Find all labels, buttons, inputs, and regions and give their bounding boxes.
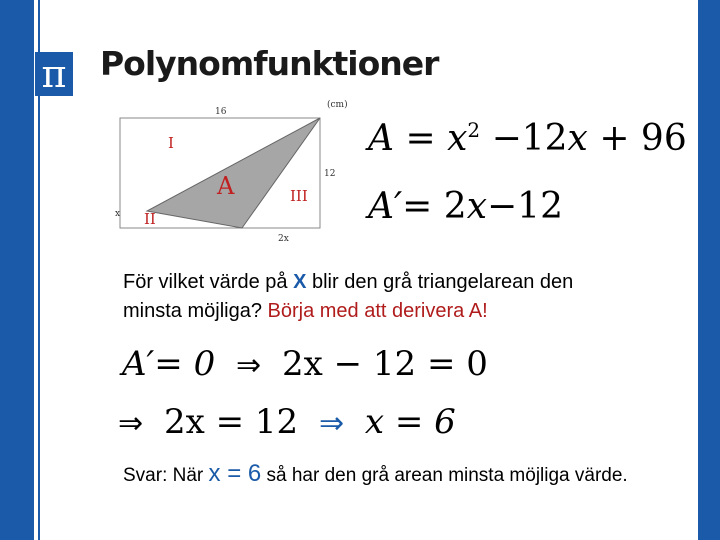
step1-lhs: A′= 0 (122, 344, 216, 384)
question-hint: Börja med att derivera A! (267, 300, 488, 322)
derivative-equation (368, 186, 563, 227)
area-equation: $A = x^2 -12x + 96$ (368, 118, 687, 159)
question-line2-pre: minsta möjliga? (123, 300, 268, 322)
question-variable: X (293, 271, 307, 293)
implies-arrow-blue-icon: ⇒ (318, 406, 345, 441)
right-accent-band (698, 0, 720, 540)
derivative-eq-end: −12 (487, 186, 563, 227)
pi-logo-icon: π (35, 52, 73, 96)
region-label-a: A (217, 172, 235, 200)
step2-lhs: 2x = 12 (163, 402, 299, 442)
question-line1-post: blir den grå triangelarean den (306, 271, 574, 293)
area-eq-x: x (447, 118, 468, 159)
derivative-eq-lhs: A′ (368, 186, 403, 227)
label-top: 16 (215, 107, 227, 117)
area-eq-x2: x (567, 118, 588, 159)
answer-suffix: så har den grå arean minsta möjliga värde. (261, 465, 628, 486)
step2-rhs: x = 6 (364, 402, 456, 442)
area-eq-lhs: A (368, 118, 394, 159)
step1-rhs: 2x − 12 = 0 (281, 344, 488, 384)
question-text (123, 268, 693, 326)
answer-variable: x = 6 (208, 460, 262, 487)
rectangle-triangle-figure (110, 98, 350, 248)
area-eq-mid: −12 (491, 118, 568, 159)
region-label-ii: II (144, 210, 156, 228)
label-right: 12 (324, 169, 336, 179)
derivative-eq-x: x (466, 186, 487, 227)
label-unit: (cm) (327, 100, 348, 110)
region-label-iii: III (290, 187, 308, 205)
region-label-i: I (168, 134, 174, 152)
answer-text (123, 460, 703, 488)
solution-step-1 (122, 344, 488, 384)
question-line1-pre: För vilket värde på (123, 271, 294, 293)
slide-title: Polynomfunktioner (100, 44, 439, 83)
solution-step-2 (118, 402, 456, 442)
implies-arrow-icon: ⇒ (118, 406, 144, 441)
area-eq-exponent: 2 (467, 118, 481, 142)
implies-arrow-icon: ⇒ (236, 348, 262, 383)
label-bottom: 2x (278, 234, 289, 244)
area-eq-end: + 96 (599, 118, 687, 159)
answer-prefix: Svar: När (123, 465, 209, 486)
left-accent-band (0, 0, 34, 540)
label-x-left: x (115, 209, 121, 219)
derivative-eq-rhs: = 2 (402, 186, 467, 227)
